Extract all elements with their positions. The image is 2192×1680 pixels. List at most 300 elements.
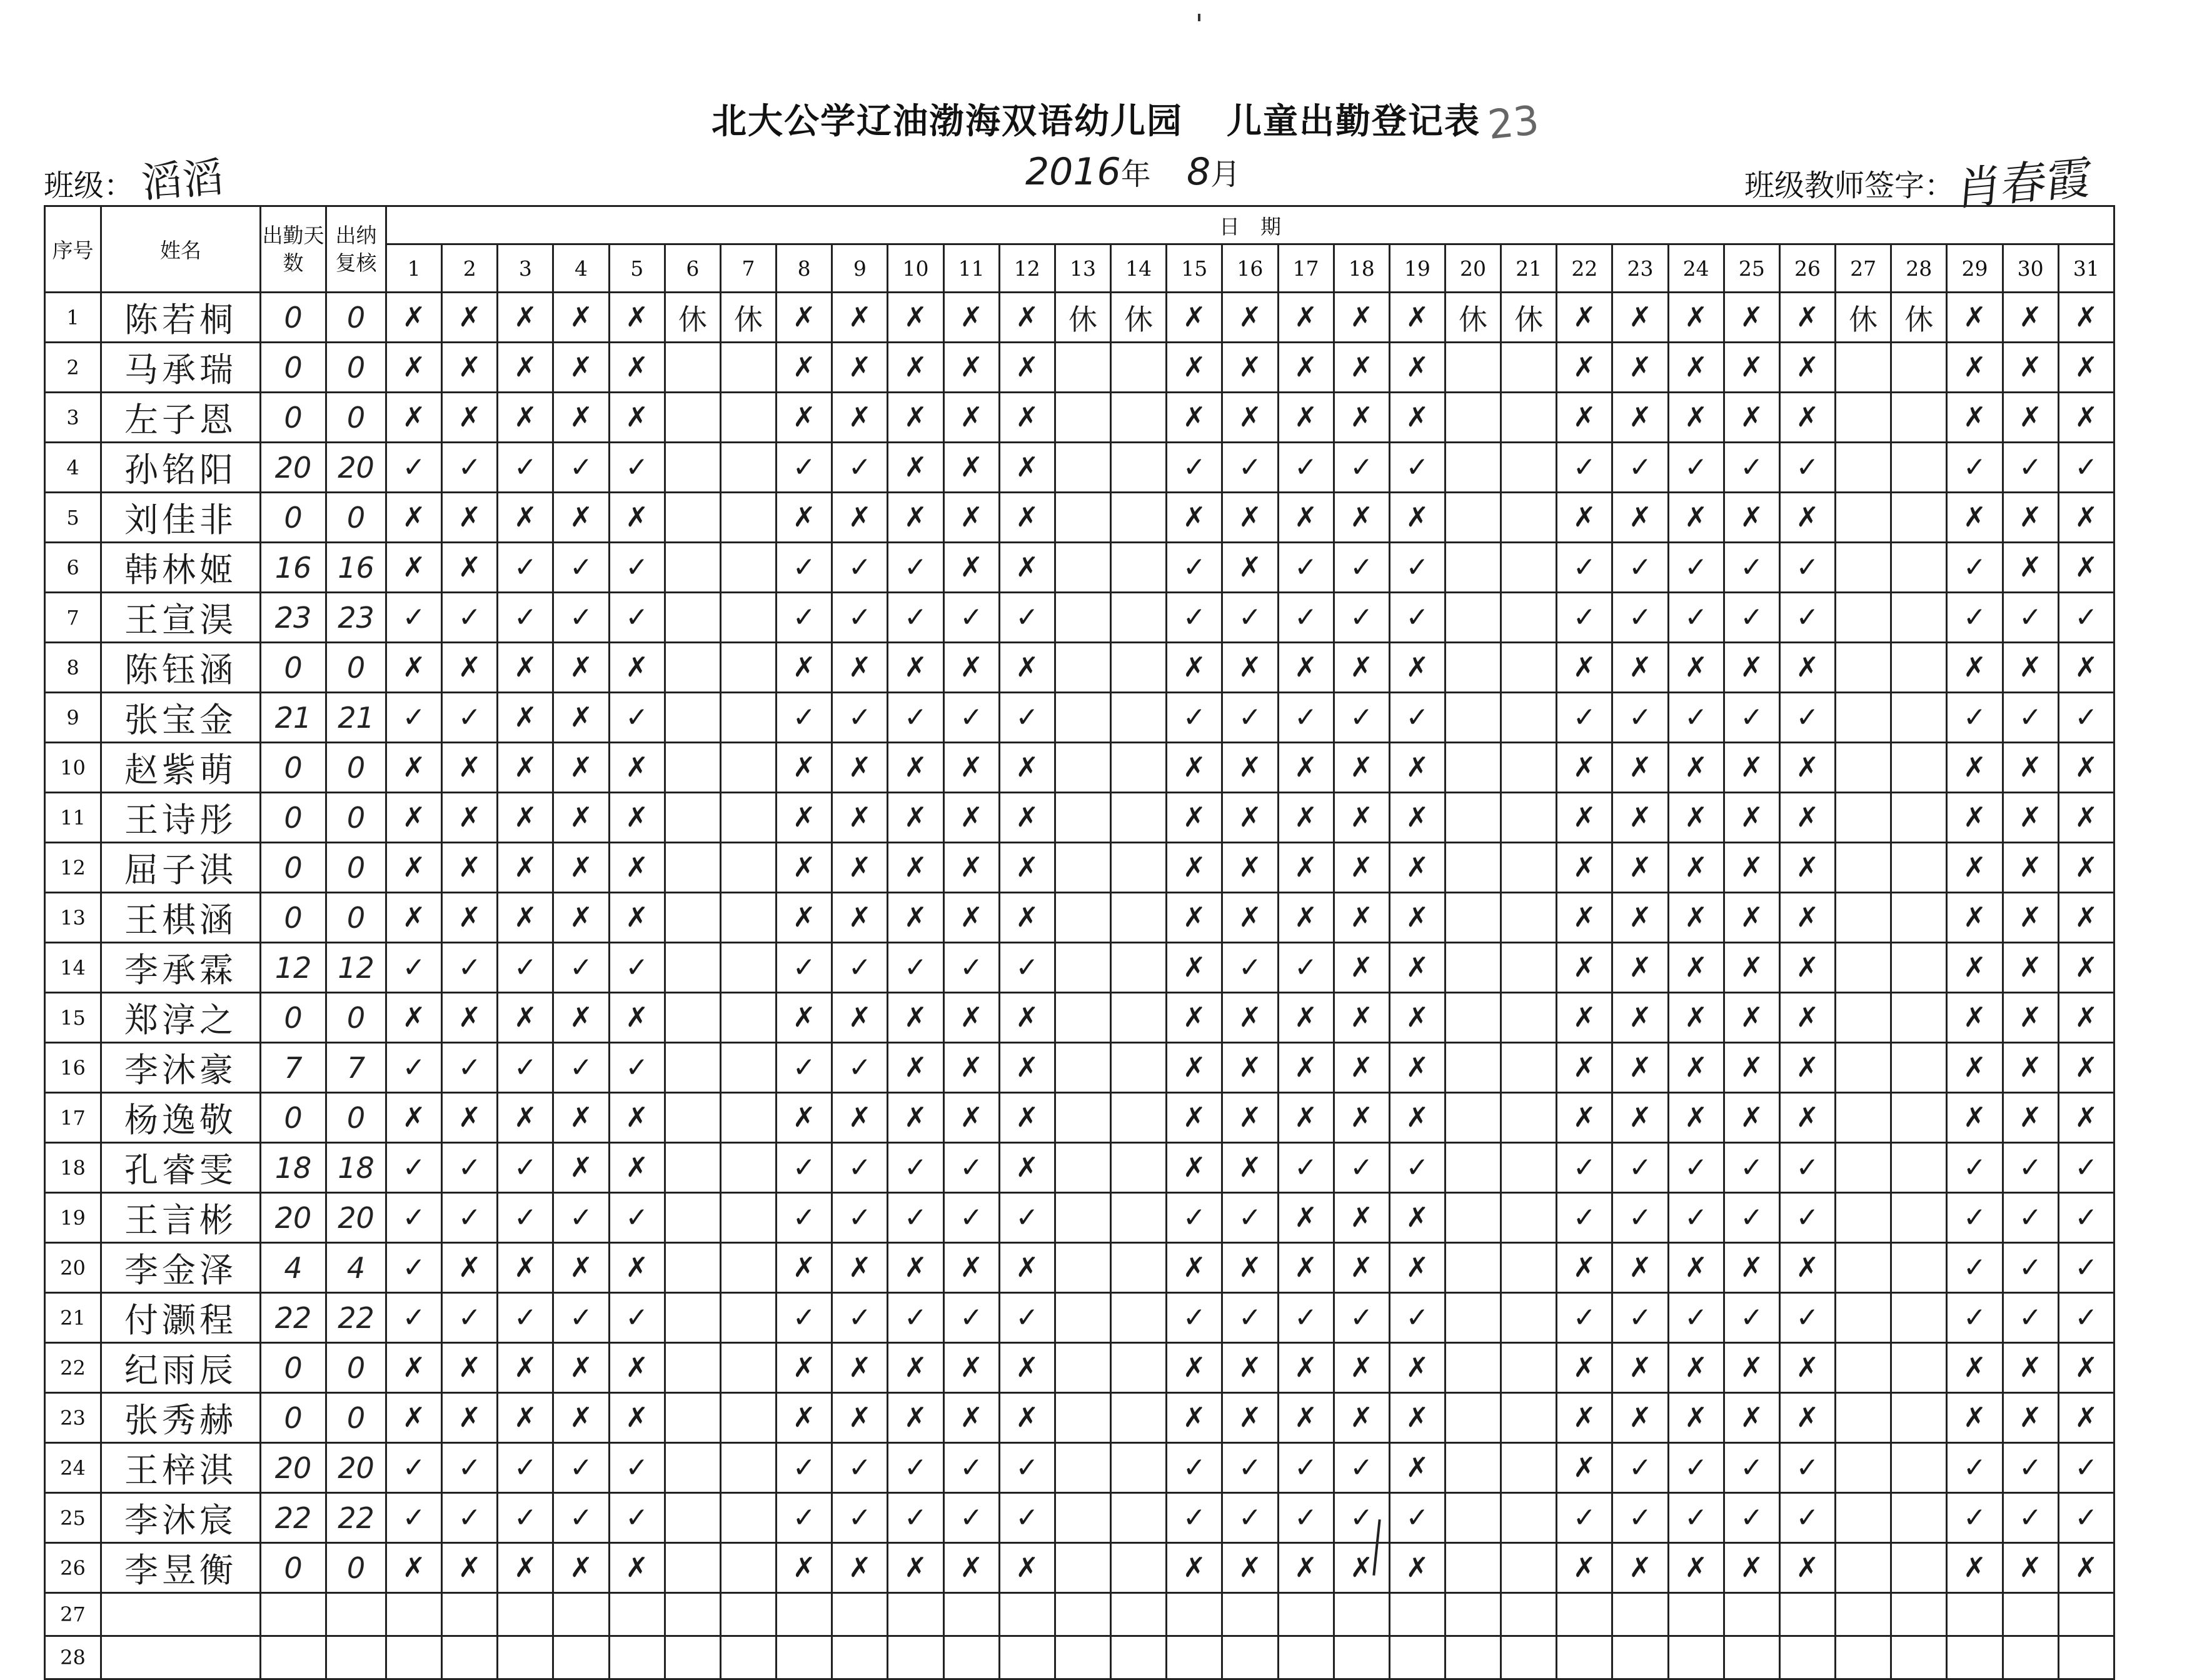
rest-cell [665,693,720,743]
present-check-icon: ✓ [1612,1193,1668,1243]
absent-cross-icon: ✗ [1389,1543,1445,1593]
rest-cell [1055,1443,1110,1493]
rest-cell [665,893,720,943]
rest-cell [1445,1636,1501,1679]
absent-cross-icon: ✗ [1557,393,1612,443]
absent-cross-icon: ✗ [888,743,943,793]
rest-cell [1445,1293,1501,1343]
absent-cross-icon: ✗ [999,443,1055,493]
absent-cross-icon: ✗ [888,343,943,393]
absent-cross-icon: ✗ [999,1043,1055,1093]
absent-cross-icon: ✗ [1389,1243,1445,1293]
rest-cell [1055,843,1110,893]
table-row [45,493,2114,543]
rest-cell [1111,843,1167,893]
child-name: 郑淳之 [101,993,261,1043]
present-check-icon: ✓ [1668,1193,1724,1243]
table-row [45,1593,2114,1636]
row-seq: 3 [45,393,101,443]
absent-cross-icon: ✗ [888,293,943,343]
present-check-icon: ✓ [609,943,665,993]
empty-cell [609,1636,665,1679]
absent-cross-icon: ✗ [1612,343,1668,393]
attend-days: 0 [261,843,326,893]
header-day-14: 14 [1111,244,1167,293]
child-name: 王诗彤 [101,793,261,843]
present-check-icon: ✓ [1278,1493,1334,1543]
rest-cell [1111,1143,1167,1193]
header-day-19: 19 [1389,244,1445,293]
absent-cross-icon: ✗ [498,493,553,543]
absent-cross-icon: ✗ [498,793,553,843]
present-check-icon: ✓ [553,443,609,493]
absent-cross-icon: ✗ [1167,1343,1222,1393]
absent-cross-icon: ✗ [442,993,498,1043]
cashier-check: 0 [326,893,386,943]
absent-cross-icon: ✗ [553,1543,609,1593]
rest-cell [1891,1493,1947,1543]
empty-cell [888,1593,943,1636]
present-check-icon: ✓ [832,943,888,993]
cashier-check: 4 [326,1243,386,1293]
absent-cross-icon: ✗ [609,643,665,693]
rest-cell [720,543,776,593]
absent-cross-icon: ✗ [498,1093,553,1143]
present-check-icon: ✓ [1724,1143,1779,1193]
absent-cross-icon: ✗ [1222,1243,1278,1293]
rest-cell [665,543,720,593]
rest-cell [1445,393,1501,443]
absent-cross-icon: ✗ [2003,543,2058,593]
absent-cross-icon: ✗ [1612,743,1668,793]
present-check-icon: ✓ [386,1243,442,1293]
present-check-icon: ✓ [609,543,665,593]
absent-cross-icon: ✗ [2058,1543,2114,1593]
present-check-icon: ✓ [498,943,553,993]
absent-cross-icon: ✗ [1222,743,1278,793]
empty-cell [2058,1636,2114,1679]
rest-cell [720,843,776,893]
rest-cell: 休 [720,293,776,343]
present-check-icon: ✓ [999,593,1055,643]
absent-cross-icon: ✗ [553,343,609,393]
empty-cell [1779,1593,1835,1636]
absent-cross-icon: ✗ [1278,743,1334,793]
child-name: 左子恩 [101,393,261,443]
present-check-icon: ✓ [832,593,888,643]
cashier-check: 0 [326,493,386,543]
header-name: 姓名 [101,206,261,293]
absent-cross-icon: ✗ [1668,843,1724,893]
absent-cross-icon: ✗ [1724,943,1779,993]
table-row [45,1393,2114,1443]
rest-cell [665,643,720,693]
absent-cross-icon: ✗ [777,893,832,943]
rest-cell [1445,793,1501,843]
absent-cross-icon: ✗ [1612,643,1668,693]
absent-cross-icon: ✗ [1167,793,1222,843]
absent-cross-icon: ✗ [1724,993,1779,1043]
rest-cell [1445,943,1501,993]
rest-cell [1836,493,1891,543]
rest-cell [720,343,776,393]
page-mark [1198,14,1200,21]
row-seq: 5 [45,493,101,543]
absent-cross-icon: ✗ [888,643,943,693]
absent-cross-icon: ✗ [2003,943,2058,993]
absent-cross-icon: ✗ [1779,393,1835,443]
absent-cross-icon: ✗ [1779,843,1835,893]
empty-cell [1779,1636,1835,1679]
empty-cell [2058,1593,2114,1636]
header-day-23: 23 [1612,244,1668,293]
attend-days: 0 [261,743,326,793]
absent-cross-icon: ✗ [943,1343,999,1393]
rest-cell [1445,493,1501,543]
present-check-icon: ✓ [498,593,553,643]
empty-cell [1222,1636,1278,1679]
row-seq: 7 [45,593,101,643]
header-day-5: 5 [609,244,665,293]
row-seq: 10 [45,743,101,793]
present-check-icon: ✓ [888,1193,943,1243]
present-check-icon: ✓ [1947,1493,2003,1543]
empty-cell [1278,1636,1334,1679]
absent-cross-icon: ✗ [999,743,1055,793]
absent-cross-icon: ✗ [1278,1093,1334,1143]
absent-cross-icon: ✗ [1389,493,1445,543]
present-check-icon: ✓ [442,1493,498,1543]
absent-cross-icon: ✗ [1278,793,1334,843]
absent-cross-icon: ✗ [386,793,442,843]
table-row [45,1543,2114,1593]
absent-cross-icon: ✗ [498,743,553,793]
absent-cross-icon: ✗ [999,993,1055,1043]
absent-cross-icon: ✗ [1167,1143,1222,1193]
rest-cell [1055,1636,1110,1679]
absent-cross-icon: ✗ [2003,1343,2058,1393]
absent-cross-icon: ✗ [888,1093,943,1143]
present-check-icon: ✓ [1779,1193,1835,1243]
rest-cell [1501,393,1557,443]
row-seq: 9 [45,693,101,743]
empty-cell [2003,1593,2058,1636]
present-check-icon: ✓ [386,1143,442,1193]
rest-cell [1055,1343,1110,1393]
present-check-icon: ✓ [1947,1293,2003,1343]
absent-cross-icon: ✗ [1334,1543,1389,1593]
cashier-check: 12 [326,943,386,993]
absent-cross-icon: ✗ [1557,493,1612,543]
attend-days: 0 [261,393,326,443]
row-seq: 22 [45,1343,101,1393]
rest-cell [1501,1543,1557,1593]
absent-cross-icon: ✗ [553,743,609,793]
absent-cross-icon: ✗ [777,1343,832,1393]
absent-cross-icon: ✗ [2058,293,2114,343]
present-check-icon: ✓ [1947,593,2003,643]
rest-cell: 休 [1501,293,1557,343]
present-check-icon: ✓ [999,1193,1055,1243]
absent-cross-icon: ✗ [553,843,609,893]
rest-cell [1836,1293,1891,1343]
child-name: 杨逸敬 [101,1093,261,1143]
absent-cross-icon: ✗ [1668,993,1724,1043]
rest-cell [1055,1093,1110,1143]
absent-cross-icon: ✗ [999,1543,1055,1593]
attend-days: 23 [261,593,326,643]
absent-cross-icon: ✗ [1222,893,1278,943]
present-check-icon: ✓ [498,443,553,493]
rest-cell [720,1493,776,1543]
cashier-check: 0 [326,643,386,693]
present-check-icon: ✓ [1724,1443,1779,1493]
empty-cell [442,1593,498,1636]
absent-cross-icon: ✗ [2058,743,2114,793]
rest-cell [720,893,776,943]
present-check-icon: ✓ [1779,1293,1835,1343]
rest-cell [1445,893,1501,943]
present-check-icon: ✓ [943,1443,999,1493]
header-seq: 序号 [45,206,101,293]
rest-cell [1111,1493,1167,1543]
absent-cross-icon: ✗ [1167,943,1222,993]
teacher-label: 班级教师签字： [1744,168,1955,203]
rest-cell [1445,543,1501,593]
absent-cross-icon: ✗ [1612,943,1668,993]
absent-cross-icon: ✗ [943,1543,999,1593]
header-day-1: 1 [386,244,442,293]
absent-cross-icon: ✗ [777,993,832,1043]
table-row [45,793,2114,843]
rest-cell [1111,1443,1167,1493]
title-annotation: 23 [1486,97,1542,149]
child-name: 韩林姬 [101,543,261,593]
absent-cross-icon: ✗ [1222,843,1278,893]
rest-cell [1055,1293,1110,1343]
rest-cell [1501,1193,1557,1243]
absent-cross-icon: ✗ [1278,1043,1334,1093]
absent-cross-icon: ✗ [442,293,498,343]
absent-cross-icon: ✗ [777,843,832,893]
absent-cross-icon: ✗ [386,543,442,593]
rest-cell [665,1636,720,1679]
absent-cross-icon: ✗ [609,293,665,343]
empty-cell [1724,1636,1779,1679]
absent-cross-icon: ✗ [1334,1243,1389,1293]
present-check-icon: ✓ [1222,1493,1278,1543]
absent-cross-icon: ✗ [553,1093,609,1143]
present-check-icon: ✓ [1668,1143,1724,1193]
absent-cross-icon: ✗ [832,493,888,543]
absent-cross-icon: ✗ [1668,793,1724,843]
row-seq: 19 [45,1193,101,1243]
absent-cross-icon: ✗ [1334,893,1389,943]
header-day-17: 17 [1278,244,1334,293]
absent-cross-icon: ✗ [1612,1543,1668,1593]
header-day-29: 29 [1947,244,2003,293]
present-check-icon: ✓ [1167,543,1222,593]
rest-cell [1445,1593,1501,1636]
absent-cross-icon: ✗ [999,1393,1055,1443]
header-day-22: 22 [1557,244,1612,293]
absent-cross-icon: ✗ [386,1543,442,1593]
absent-cross-icon: ✗ [2003,793,2058,843]
present-check-icon: ✓ [1779,693,1835,743]
rest-cell [720,1593,776,1636]
rest-cell [1055,1393,1110,1443]
absent-cross-icon: ✗ [1389,1043,1445,1093]
present-check-icon: ✓ [777,1043,832,1093]
rest-cell [1055,943,1110,993]
absent-cross-icon: ✗ [999,643,1055,693]
rest-cell [720,1243,776,1293]
absent-cross-icon: ✗ [1947,893,2003,943]
present-check-icon: ✓ [1222,1443,1278,1493]
table-row [45,993,2114,1043]
child-name: 张秀赫 [101,1393,261,1443]
rest-cell: 休 [1445,293,1501,343]
present-check-icon: ✓ [832,1143,888,1193]
attend-days: 0 [261,1543,326,1593]
rest-cell [1891,443,1947,493]
empty-cell [442,1636,498,1679]
absent-cross-icon: ✗ [2003,893,2058,943]
row-seq: 26 [45,1543,101,1593]
absent-cross-icon: ✗ [609,1093,665,1143]
rest-cell [720,1143,776,1193]
title-school: 北大公学辽油渤海双语幼儿园 [711,101,1183,142]
rest-cell [1055,693,1110,743]
rest-cell [1501,993,1557,1043]
present-check-icon: ✓ [609,1443,665,1493]
absent-cross-icon: ✗ [1278,843,1334,893]
rest-cell [720,1543,776,1593]
present-check-icon: ✓ [1334,543,1389,593]
absent-cross-icon: ✗ [1612,893,1668,943]
rest-cell [1055,1493,1110,1543]
present-check-icon: ✓ [777,543,832,593]
present-check-icon: ✓ [999,693,1055,743]
rest-cell [1111,943,1167,993]
absent-cross-icon: ✗ [2058,943,2114,993]
present-check-icon: ✓ [888,593,943,643]
header-day-4: 4 [553,244,609,293]
rest-cell [720,1093,776,1143]
absent-cross-icon: ✗ [1222,1543,1278,1593]
row-seq: 13 [45,893,101,943]
empty-cell [1334,1636,1389,1679]
absent-cross-icon: ✗ [888,793,943,843]
absent-cross-icon: ✗ [553,793,609,843]
absent-cross-icon: ✗ [1222,993,1278,1043]
absent-cross-icon: ✗ [1389,293,1445,343]
rest-cell [1445,1093,1501,1143]
row-seq: 16 [45,1043,101,1093]
present-check-icon: ✓ [386,1443,442,1493]
header-day-13: 13 [1055,244,1110,293]
rest-cell [1445,643,1501,693]
absent-cross-icon: ✗ [609,1343,665,1393]
present-check-icon: ✓ [943,1193,999,1243]
present-check-icon: ✓ [832,1443,888,1493]
absent-cross-icon: ✗ [888,993,943,1043]
rest-cell [1055,1043,1110,1093]
absent-cross-icon: ✗ [386,1093,442,1143]
absent-cross-icon: ✗ [553,493,609,543]
absent-cross-icon: ✗ [442,743,498,793]
present-check-icon: ✓ [1779,1493,1835,1543]
absent-cross-icon: ✗ [1724,393,1779,443]
present-check-icon: ✓ [1724,593,1779,643]
absent-cross-icon: ✗ [1167,393,1222,443]
rest-cell [1501,843,1557,893]
absent-cross-icon: ✗ [2058,1343,2114,1393]
absent-cross-icon: ✗ [1334,943,1389,993]
rest-cell [1891,1593,1947,1636]
absent-cross-icon: ✗ [1779,1093,1835,1143]
rest-cell [1501,493,1557,543]
absent-cross-icon: ✗ [386,293,442,343]
absent-cross-icon: ✗ [777,1543,832,1593]
present-check-icon: ✓ [609,1193,665,1243]
present-check-icon: ✓ [1334,1143,1389,1193]
rest-cell [1501,1243,1557,1293]
attend-days: 18 [261,1143,326,1193]
absent-cross-icon: ✗ [1557,343,1612,393]
teacher-signature: 肖春霞 [1954,151,2094,216]
empty-cell [1557,1636,1612,1679]
present-check-icon: ✓ [498,1193,553,1243]
rest-cell [1501,943,1557,993]
rest-cell [1055,1593,1110,1636]
rest-cell [1891,1343,1947,1393]
rest-cell [1055,893,1110,943]
rest-cell [1111,1243,1167,1293]
rest-cell [1891,343,1947,393]
absent-cross-icon: ✗ [1557,843,1612,893]
present-check-icon: ✓ [1947,1143,2003,1193]
absent-cross-icon: ✗ [1724,1043,1779,1093]
row-seq: 27 [45,1593,101,1636]
empty-cell [777,1593,832,1636]
absent-cross-icon: ✗ [999,1243,1055,1293]
present-check-icon: ✓ [777,1143,832,1193]
absent-cross-icon: ✗ [1389,893,1445,943]
absent-cross-icon: ✗ [1612,1393,1668,1443]
cashier-check: 7 [326,1043,386,1093]
absent-cross-icon: ✗ [1947,343,2003,393]
absent-cross-icon: ✗ [1389,643,1445,693]
present-check-icon: ✓ [386,1193,442,1243]
absent-cross-icon: ✗ [888,1343,943,1393]
rest-cell [665,1543,720,1593]
form-date [1025,150,1240,194]
header-day-10: 10 [888,244,943,293]
rest-cell [1111,1093,1167,1143]
present-check-icon: ✓ [1167,443,1222,493]
present-check-icon: ✓ [1557,1493,1612,1543]
absent-cross-icon: ✗ [832,1543,888,1593]
rest-cell [720,1636,776,1679]
absent-cross-icon: ✗ [2003,993,2058,1043]
absent-cross-icon: ✗ [1612,1343,1668,1393]
present-check-icon: ✓ [2058,1493,2114,1543]
absent-cross-icon: ✗ [609,893,665,943]
absent-cross-icon: ✗ [1779,893,1835,943]
present-check-icon: ✓ [1389,1293,1445,1343]
header-day-3: 3 [498,244,553,293]
